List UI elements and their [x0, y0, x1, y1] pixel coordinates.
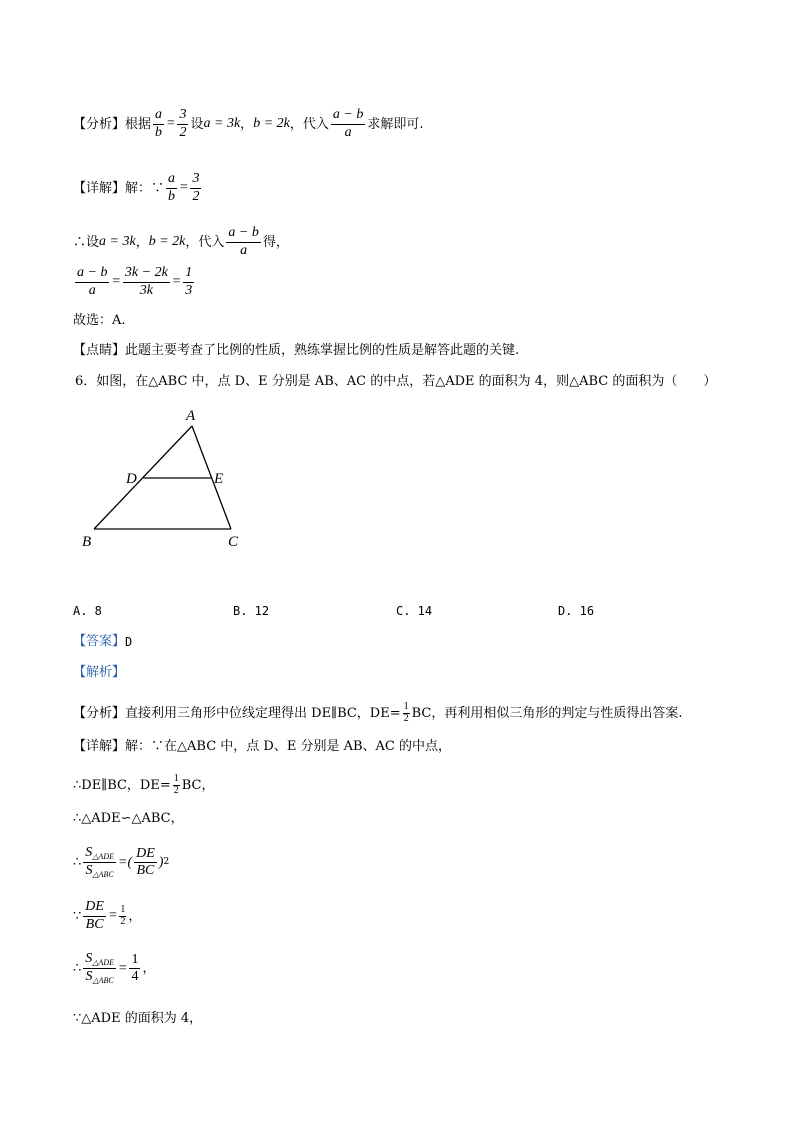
question-6: 6．如图，在△ABC 中，点 D、E 分别是 AB、AC 的中点，若△ADE 的面积为 4，则△ABC 的面积为（ ） — [75, 374, 717, 389]
label-c: C — [228, 534, 239, 550]
analysis2-prefix: 直接利用三角形中位线定理得出 DE∥BC，DE= — [125, 705, 401, 721]
paren-open: ( — [127, 854, 133, 870]
expr-a-3k: a = 3k — [99, 234, 136, 250]
option-b[interactable]: B. 12 — [233, 604, 270, 618]
fraction-3-over-2: $\frac{3}{2}$ — [192, 171, 200, 204]
comment-text: 此题主要考查了比例的性质，熟练掌握比例的性质是解答此题的关键. — [125, 343, 520, 358]
option-c[interactable]: C. 14 — [396, 604, 433, 618]
fraction-1-over-2: $\frac{1}{2}$ — [173, 773, 179, 796]
equals-sign: = — [117, 854, 128, 870]
step1-suffix: BC， — [181, 777, 215, 793]
fraction-de-over-bc: $\frac{DE}{BC}$ — [136, 845, 155, 879]
comma: ， — [128, 908, 142, 924]
therefore-symbol: ∴ — [73, 855, 82, 871]
comma: ， — [135, 234, 149, 250]
label-a: A — [186, 408, 196, 424]
detail2-text: 解：∵在△ABC 中，点 D、E 分别是 AB、AC 的中点， — [125, 739, 451, 754]
fraction-de-over-bc: $\frac{DE}{BC}$ — [85, 899, 104, 932]
analysis-suffix: 求解即可. — [367, 116, 424, 132]
step1-prefix: ∴DE∥BC，DE= — [73, 777, 171, 793]
detail-tag: 【详解】 — [73, 739, 126, 754]
fraction-1-over-2: $\frac{1}{2}$ — [120, 904, 126, 927]
detail-line-2 — [73, 740, 451, 753]
expr-a-3k: a = 3k — [203, 116, 241, 132]
fraction-a-minus-b-over-a: $\frac{a - b}{a}$ — [228, 225, 259, 258]
because-symbol: ∵ — [73, 908, 82, 924]
analysis-line-2 — [73, 702, 683, 724]
equals-sign: = — [171, 274, 182, 290]
answer-value: D — [125, 634, 133, 649]
step-6: ∵△ADE 的面积为 4， — [73, 1011, 203, 1026]
therefore-symbol: ∴ — [73, 961, 82, 977]
comment-line — [73, 344, 519, 357]
answer-tag: 【答案】 — [73, 634, 126, 649]
substitution-line — [73, 226, 289, 258]
analysis2-suffix: BC，再利用相似三角形的判定与性质得出答案. — [411, 705, 683, 721]
equals-sign: = — [117, 960, 128, 976]
comment-tag: 【点睛】 — [73, 343, 126, 358]
step-4 — [73, 900, 141, 932]
analysis-tag: 【分析】 — [73, 116, 126, 132]
calculation-line — [73, 266, 196, 298]
comma: ， — [142, 961, 156, 977]
area-ratio-fraction: $\frac{S_{\triangle ADE}}{S_{\triangle ABC}}$ — [85, 951, 114, 986]
fraction-3k-minus-2k-over-3k: $\frac{3k - 2k}{3k}$ — [124, 265, 168, 298]
fraction-1-over-3: $\frac{1}{3}$ — [185, 265, 193, 298]
step-2: ∴△ADE∽△ABC， — [73, 811, 184, 826]
choice-line: 故选：A. — [73, 313, 126, 328]
paren-close: ) — [158, 854, 164, 870]
detail-tag: 【详解】 — [73, 180, 126, 196]
equals-sign: = — [179, 180, 189, 196]
expr-b-2k: b = 2k — [253, 116, 290, 132]
area-ratio-fraction: $\frac{S_{\triangle ADE}}{S_{\triangle ABC}}$ — [85, 845, 114, 880]
fraction-a-minus-b-over-a: $\frac{a - b}{a}$ — [77, 265, 108, 298]
detail-text: 解：∵ — [125, 180, 165, 196]
equals-sign: = — [107, 908, 118, 924]
option-a[interactable]: A. 8 — [73, 604, 102, 618]
step-3 — [73, 846, 169, 880]
analysis-line-1 — [73, 108, 423, 140]
analysis-mid: 设 — [190, 116, 204, 132]
detail-line-1 — [73, 172, 203, 204]
fraction-1-over-4: $\frac{1}{4}$ — [131, 951, 139, 985]
label-b: B — [82, 534, 92, 550]
equals-sign: = — [111, 274, 121, 290]
fraction-a-minus-b-over-a: $\frac{a - b}{a}$ — [332, 107, 364, 140]
analysis-tag: 【分析】 — [73, 705, 126, 721]
step-1 — [73, 774, 215, 796]
jiexi-line — [73, 666, 125, 679]
step-5 — [73, 952, 155, 986]
fraction-a-over-b: $\frac{a}{b}$ — [155, 107, 163, 140]
label-d: D — [126, 471, 137, 487]
option-d[interactable]: D. 16 — [558, 604, 595, 618]
get-text: 得， — [262, 234, 289, 250]
triangle-figure — [70, 400, 270, 560]
analysis-mid2: ，代入 — [289, 116, 329, 132]
answer-line — [73, 635, 132, 648]
exponent-2: 2 — [163, 857, 170, 868]
substitute-text: ，代入 — [185, 234, 225, 250]
fraction-1-over-2: $\frac{1}{2}$ — [403, 701, 409, 724]
analysis-prefix: 根据 — [125, 116, 152, 132]
equals-sign: = — [166, 116, 176, 132]
comma: ， — [240, 116, 254, 132]
label-e: E — [214, 471, 224, 487]
fraction-3-over-2: $\frac{3}{2}$ — [179, 107, 187, 140]
therefore-let: ∴设 — [73, 234, 100, 250]
jiexi-tag: 【解析】 — [73, 665, 126, 680]
expr-b-2k: b = 2k — [148, 234, 186, 250]
fraction-a-over-b: $\frac{a}{b}$ — [168, 171, 176, 204]
